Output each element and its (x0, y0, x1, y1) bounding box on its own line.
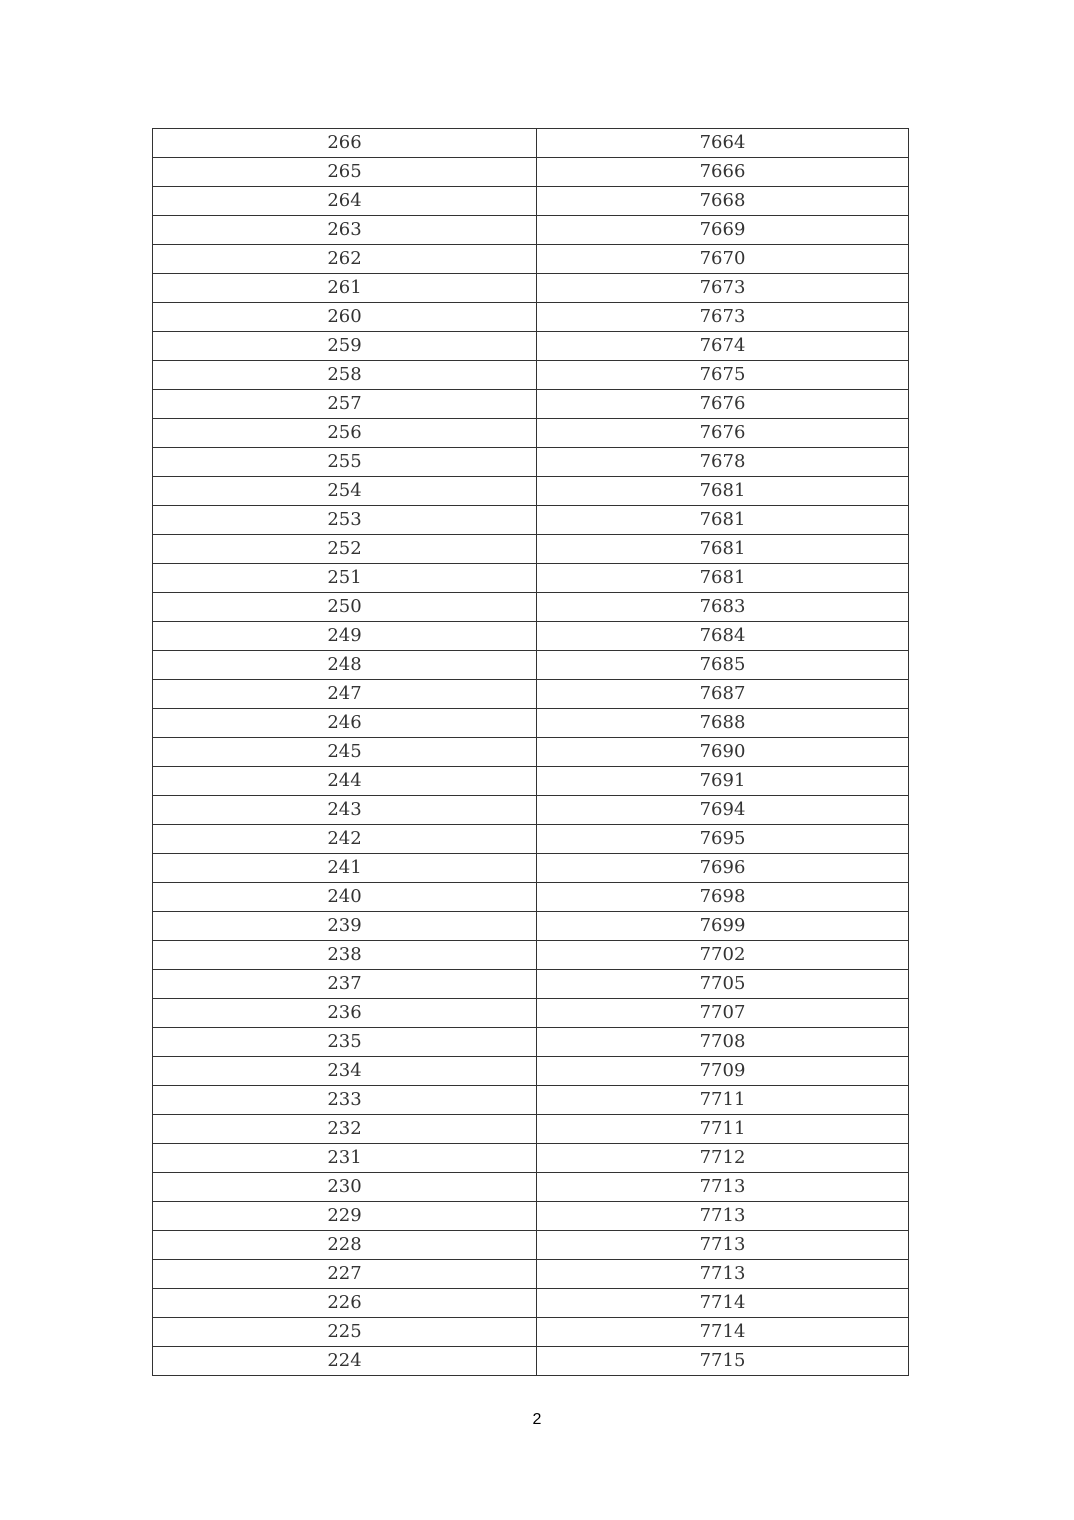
score-cell: 244 (153, 767, 537, 796)
rank-cell: 7699 (537, 912, 909, 941)
score-cell: 253 (153, 506, 537, 535)
score-cell: 247 (153, 680, 537, 709)
score-cell: 233 (153, 1086, 537, 1115)
rank-cell: 7713 (537, 1202, 909, 1231)
score-cell: 224 (153, 1347, 537, 1376)
table-row (153, 129, 909, 158)
table-row (153, 1028, 909, 1057)
table-row (153, 941, 909, 970)
score-cell: 252 (153, 535, 537, 564)
score-cell: 245 (153, 738, 537, 767)
score-cell: 255 (153, 448, 537, 477)
score-cell: 226 (153, 1289, 537, 1318)
score-cell: 232 (153, 1115, 537, 1144)
score-cell: 230 (153, 1173, 537, 1202)
score-cell: 234 (153, 1057, 537, 1086)
rank-cell: 7681 (537, 564, 909, 593)
rank-cell: 7678 (537, 448, 909, 477)
score-cell: 240 (153, 883, 537, 912)
table-row (153, 477, 909, 506)
table-row (153, 651, 909, 680)
table-row (153, 1202, 909, 1231)
table-row (153, 1289, 909, 1318)
rank-cell: 7705 (537, 970, 909, 999)
table-row (153, 332, 909, 361)
table-row (153, 245, 909, 274)
rank-cell: 7687 (537, 680, 909, 709)
rank-cell: 7713 (537, 1173, 909, 1202)
table-row (153, 622, 909, 651)
score-cell: 231 (153, 1144, 537, 1173)
score-cell: 258 (153, 361, 537, 390)
table-row (153, 506, 909, 535)
table-row (153, 796, 909, 825)
table-row (153, 564, 909, 593)
rank-cell: 7714 (537, 1318, 909, 1347)
score-cell: 227 (153, 1260, 537, 1289)
table-row (153, 767, 909, 796)
table-row (153, 1115, 909, 1144)
score-cell: 243 (153, 796, 537, 825)
table-row (153, 999, 909, 1028)
table-row (153, 1318, 909, 1347)
score-cell: 237 (153, 970, 537, 999)
rank-cell: 7690 (537, 738, 909, 767)
rank-cell: 7708 (537, 1028, 909, 1057)
rank-cell: 7681 (537, 506, 909, 535)
score-cell: 246 (153, 709, 537, 738)
score-cell: 236 (153, 999, 537, 1028)
table-row (153, 1086, 909, 1115)
table-row (153, 970, 909, 999)
score-cell: 242 (153, 825, 537, 854)
table-row (153, 419, 909, 448)
table-body (153, 129, 909, 1376)
rank-cell: 7691 (537, 767, 909, 796)
table-row (153, 593, 909, 622)
score-cell: 241 (153, 854, 537, 883)
score-cell: 229 (153, 1202, 537, 1231)
table-row (153, 158, 909, 187)
page-number: 2 (532, 1411, 542, 1428)
rank-cell: 7681 (537, 477, 909, 506)
rank-cell: 7698 (537, 883, 909, 912)
score-cell: 263 (153, 216, 537, 245)
score-cell: 225 (153, 1318, 537, 1347)
score-rank-table (152, 128, 909, 1376)
rank-cell: 7713 (537, 1260, 909, 1289)
rank-cell: 7696 (537, 854, 909, 883)
rank-cell: 7676 (537, 390, 909, 419)
table-row (153, 1173, 909, 1202)
rank-cell: 7711 (537, 1086, 909, 1115)
rank-cell: 7683 (537, 593, 909, 622)
rank-cell: 7669 (537, 216, 909, 245)
rank-cell: 7676 (537, 419, 909, 448)
score-cell: 248 (153, 651, 537, 680)
table-row (153, 1231, 909, 1260)
score-cell: 261 (153, 274, 537, 303)
rank-cell: 7713 (537, 1231, 909, 1260)
score-cell: 250 (153, 593, 537, 622)
table-row (153, 390, 909, 419)
rank-cell: 7685 (537, 651, 909, 680)
table-row (153, 883, 909, 912)
table-row (153, 1144, 909, 1173)
table-row (153, 303, 909, 332)
score-cell: 265 (153, 158, 537, 187)
rank-cell: 7664 (537, 129, 909, 158)
rank-cell: 7709 (537, 1057, 909, 1086)
rank-cell: 7702 (537, 941, 909, 970)
score-cell: 256 (153, 419, 537, 448)
rank-cell: 7695 (537, 825, 909, 854)
rank-cell: 7684 (537, 622, 909, 651)
table-row (153, 274, 909, 303)
score-cell: 264 (153, 187, 537, 216)
score-cell: 238 (153, 941, 537, 970)
table-row (153, 448, 909, 477)
score-cell: 259 (153, 332, 537, 361)
rank-cell: 7673 (537, 303, 909, 332)
table-row (153, 680, 909, 709)
score-cell: 257 (153, 390, 537, 419)
rank-cell: 7668 (537, 187, 909, 216)
rank-cell: 7712 (537, 1144, 909, 1173)
rank-cell: 7675 (537, 361, 909, 390)
score-cell: 251 (153, 564, 537, 593)
score-cell: 249 (153, 622, 537, 651)
rank-cell: 7715 (537, 1347, 909, 1376)
table-row (153, 216, 909, 245)
score-cell: 260 (153, 303, 537, 332)
table-row (153, 1347, 909, 1376)
rank-cell: 7666 (537, 158, 909, 187)
rank-cell: 7674 (537, 332, 909, 361)
rank-cell: 7707 (537, 999, 909, 1028)
table-row (153, 535, 909, 564)
table-row (153, 1057, 909, 1086)
score-cell: 266 (153, 129, 537, 158)
score-cell: 262 (153, 245, 537, 274)
rank-cell: 7681 (537, 535, 909, 564)
rank-cell: 7694 (537, 796, 909, 825)
score-cell: 239 (153, 912, 537, 941)
score-cell: 254 (153, 477, 537, 506)
table-row (153, 361, 909, 390)
score-cell: 228 (153, 1231, 537, 1260)
table-row (153, 912, 909, 941)
table-row (153, 854, 909, 883)
rank-cell: 7673 (537, 274, 909, 303)
table-row (153, 738, 909, 767)
table-row (153, 187, 909, 216)
rank-cell: 7711 (537, 1115, 909, 1144)
rank-cell: 7688 (537, 709, 909, 738)
table-row (153, 825, 909, 854)
table-row (153, 1260, 909, 1289)
rank-cell: 7670 (537, 245, 909, 274)
score-cell: 235 (153, 1028, 537, 1057)
table-row (153, 709, 909, 738)
rank-cell: 7714 (537, 1289, 909, 1318)
